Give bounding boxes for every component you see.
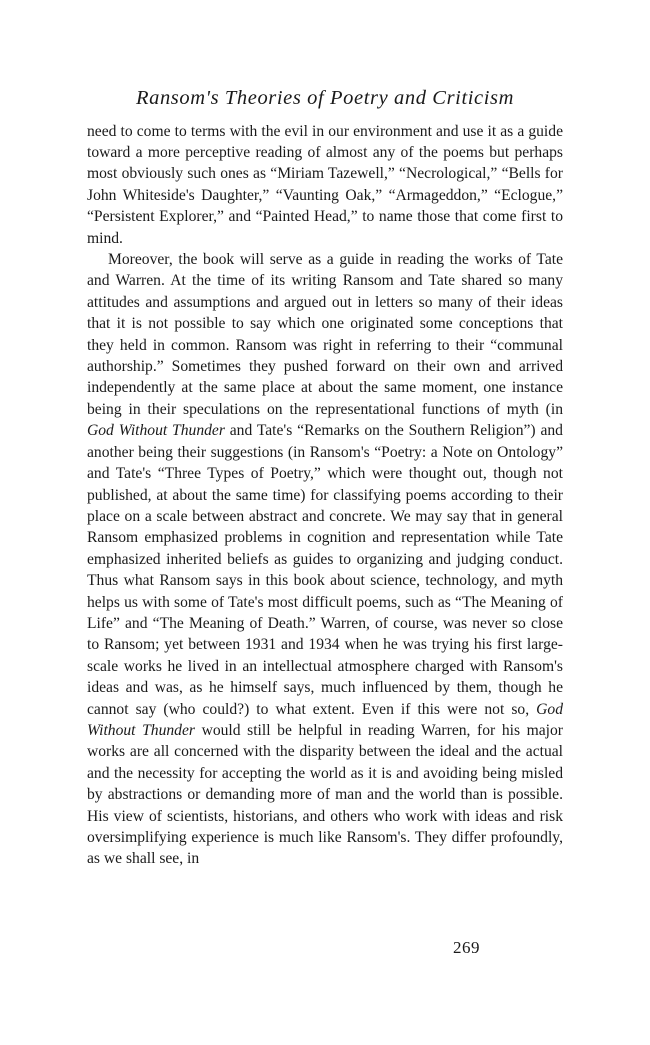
paragraph-text-segment: Moreover, the book will serve as a guide in reading the works of Tate and Warren. At the time of its writing Ransom and Tate shared so many attitudes and assumptions and argued out in letters so many of their ideas that it is not possible to say which one originated some conceptions that they held in common. Ransom was right in referring to their “communal authorship.” Sometimes they pushed forward on their own and arrived independently at the same place at about the same moment, one instance being in their speculations on the representational functions of myth (in	[87, 251, 563, 418]
body-text	[87, 121, 563, 870]
page-number: 269	[453, 938, 480, 957]
paragraph-continuation: need to come to terms with the evil in our environment and use it as a guide toward a more perceptive reading of almost any of the poems but perhaps most obviously such ones as “Miriam Tazewell,” “Necrological,” “Bells for John Whiteside's Daughter,” “Vaunting Oak,” “Armageddon,” “Eclogue,” “Persistent Explorer,” and “Painted Head,” to name those that come first to mind.	[87, 122, 563, 247]
paragraph-moreover	[87, 249, 563, 870]
paragraph-text-segment: and Tate's “Remarks on the Southern Religion”) and another being their suggestions (in Ransom's “Poetry: a Note on Ontology” and Tate's “Three Types of Poetry,” which were thought out, though not published, at about the same time) for classifying poems according to their place on a scale between abstract and concrete. We may say that in general Ransom emphasized problems in cognition and representation while Tate emphasized inherited beliefs as guides to organizing and judging conduct. Thus what Ransom says in this book about science, technology, and myth helps us with some of Tate's most difficult poems, such as “The Meaning of Life” and “The Meaning of Death.” Warren, of course, was never so close to Ransom; yet between 1931 and 1934 when he was trying his first large-scale works he lived in an intellectual atmosphere charged with Ransom's ideas and was, as he himself says, much influenced by them, though he cannot say (who could?) to what extent. Even if this were not so,	[87, 422, 563, 718]
book-page	[87, 86, 563, 870]
book-title-italic: God Without Thunder	[87, 700, 563, 739]
running-head-title: Ransom's Theories of Poetry and Criticism	[135, 87, 515, 109]
paragraph-text-segment: would still be helpful in reading Warren, for his major works are all concerned with the disparity between the ideal and the actual and the necessity for accepting the world as it is and avoiding being misled by abstractions or demanding more of man and the world than is possible. His view of scientists, historians, and others who work with ideas and risk oversimplifying experience is much like Ransom's. They differ profoundly, as we shall see, in	[87, 721, 563, 868]
book-title-italic: God Without Thunder	[87, 422, 225, 440]
